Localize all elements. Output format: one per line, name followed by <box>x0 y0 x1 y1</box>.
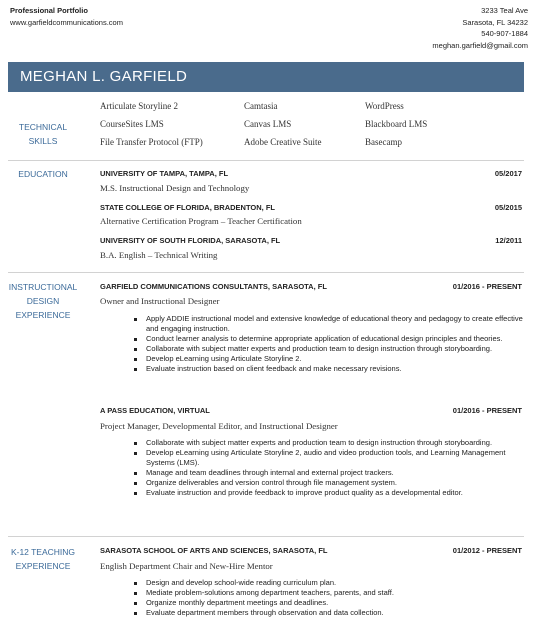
website-text: www.garfieldcommunications.com <box>10 18 123 27</box>
bullet-item: Mediate problem-solutions among department teachers, parents, and staff. <box>146 588 528 598</box>
degree-text: B.A. English – Technical Writing <box>100 250 218 260</box>
bullet-item: Evaluate instruction based on client feedback and make necessary revisions. <box>146 364 528 374</box>
bullet-item: Collaborate with subject matter experts and production team to design instruction through storyboarding. <box>146 344 528 354</box>
school-name: UNIVERSITY OF TAMPA, TAMPA, FL <box>100 169 229 178</box>
education-date: 05/2015 <box>494 203 522 212</box>
section-divider <box>8 536 524 537</box>
degree-text: Alternative Certification Program – Teacher Certification <box>100 216 302 226</box>
job-date: 01/2016 - PRESENT <box>452 406 522 415</box>
bullet-item: Develop eLearning using Articulate Storyline 2. <box>146 354 528 364</box>
label-line: TECHNICAL <box>18 122 68 132</box>
label-line: INSTRUCTIONAL <box>8 282 78 292</box>
job-date: 01/2012 - PRESENT <box>452 546 522 555</box>
email-address: meghan.garfield@gmail.com <box>432 40 528 50</box>
k12-teaching-label <box>8 545 78 573</box>
bullet-item: Organize deliverables and version control through file management system. <box>146 478 528 488</box>
section-divider <box>8 272 524 273</box>
employer-name: GARFIELD COMMUNICATIONS CONSULTANTS, SARASOTA, FL <box>100 282 327 291</box>
label-line: SKILLS <box>28 136 58 146</box>
school-name: STATE COLLEGE OF FLORIDA, BRADENTON, FL <box>100 203 275 212</box>
degree-text: M.S. Instructional Design and Technology <box>100 183 250 193</box>
phone-number: 540-907-1884 <box>481 29 528 38</box>
education-date: 05/2017 <box>494 169 522 178</box>
technical-skills-label <box>8 120 78 148</box>
portfolio-title: Professional Portfolio <box>10 6 88 15</box>
education-label: EDUCATION <box>18 169 68 179</box>
job-bullets <box>132 438 528 498</box>
skill-item: Blackboard LMS <box>365 119 428 129</box>
candidate-name: MEGHAN L. GARFIELD <box>20 68 188 85</box>
bullet-item: Develop eLearning using Articulate Storyline 2, audio and video production tools, and Learning Management Systems (LMS). <box>146 448 528 468</box>
skill-item: Basecamp <box>365 137 402 147</box>
section-divider <box>8 160 524 161</box>
skill-item: Adobe Creative Suite <box>244 137 322 147</box>
label-line: DESIGN <box>26 296 60 306</box>
skill-item: File Transfer Protocol (FTP) <box>100 137 203 147</box>
header-left <box>10 5 123 29</box>
education-date: 12/2011 <box>495 236 522 245</box>
job-bullets <box>132 578 528 618</box>
skill-item: WordPress <box>365 101 404 111</box>
bullet-item: Collaborate with subject matter experts and production team to design instruction through storyboarding. <box>146 438 528 448</box>
address-line-2: Sarasota, FL 34232 <box>462 17 528 27</box>
job-title: English Department Chair and New-Hire Mentor <box>100 561 273 571</box>
bullet-item: Conduct learner analysis to determine appropriate application of educational design principles and theories. <box>146 334 528 344</box>
bullet-item: Organize monthly department meetings and deadlines. <box>146 598 528 608</box>
skill-item: Camtasia <box>244 101 278 111</box>
job-bullets <box>132 314 528 374</box>
address-line-1: 3233 Teal Ave <box>481 6 528 15</box>
label-line: K-12 TEACHING <box>10 547 76 557</box>
skill-item: Canvas LMS <box>244 119 292 129</box>
employer-name: A PASS EDUCATION, VIRTUAL <box>100 406 210 415</box>
bullet-item: Evaluate instruction and provide feedback to improve product quality as a developmental editor. <box>146 488 528 498</box>
school-name: UNIVERSITY OF SOUTH FLORIDA, SARASOTA, FL <box>100 236 281 245</box>
bullet-item: Apply ADDIE instructional model and extensive knowledge of educational theory and pedagogy to create effective and engaging instruction. <box>146 314 528 334</box>
employer-name: SARASOTA SCHOOL OF ARTS AND SCIENCES, SARASOTA, FL <box>100 546 328 555</box>
skill-item: CourseSites LMS <box>100 119 164 129</box>
skill-item: Articulate Storyline 2 <box>100 101 178 111</box>
name-banner <box>8 62 524 92</box>
instructional-design-label <box>8 280 78 322</box>
contact-block <box>432 5 528 51</box>
bullet-item: Manage and team deadlines through internal and external project trackers. <box>146 468 528 478</box>
label-line: EXPERIENCE <box>15 561 71 571</box>
bullet-item: Design and develop school-wide reading curriculum plan. <box>146 578 528 588</box>
label-line: EXPERIENCE <box>15 310 71 320</box>
job-title: Project Manager, Developmental Editor, and Instructional Designer <box>100 421 338 431</box>
job-date: 01/2016 - PRESENT <box>452 282 522 291</box>
bullet-item: Evaluate department members through observation and data collection. <box>146 608 528 618</box>
job-title: Owner and Instructional Designer <box>100 296 220 306</box>
